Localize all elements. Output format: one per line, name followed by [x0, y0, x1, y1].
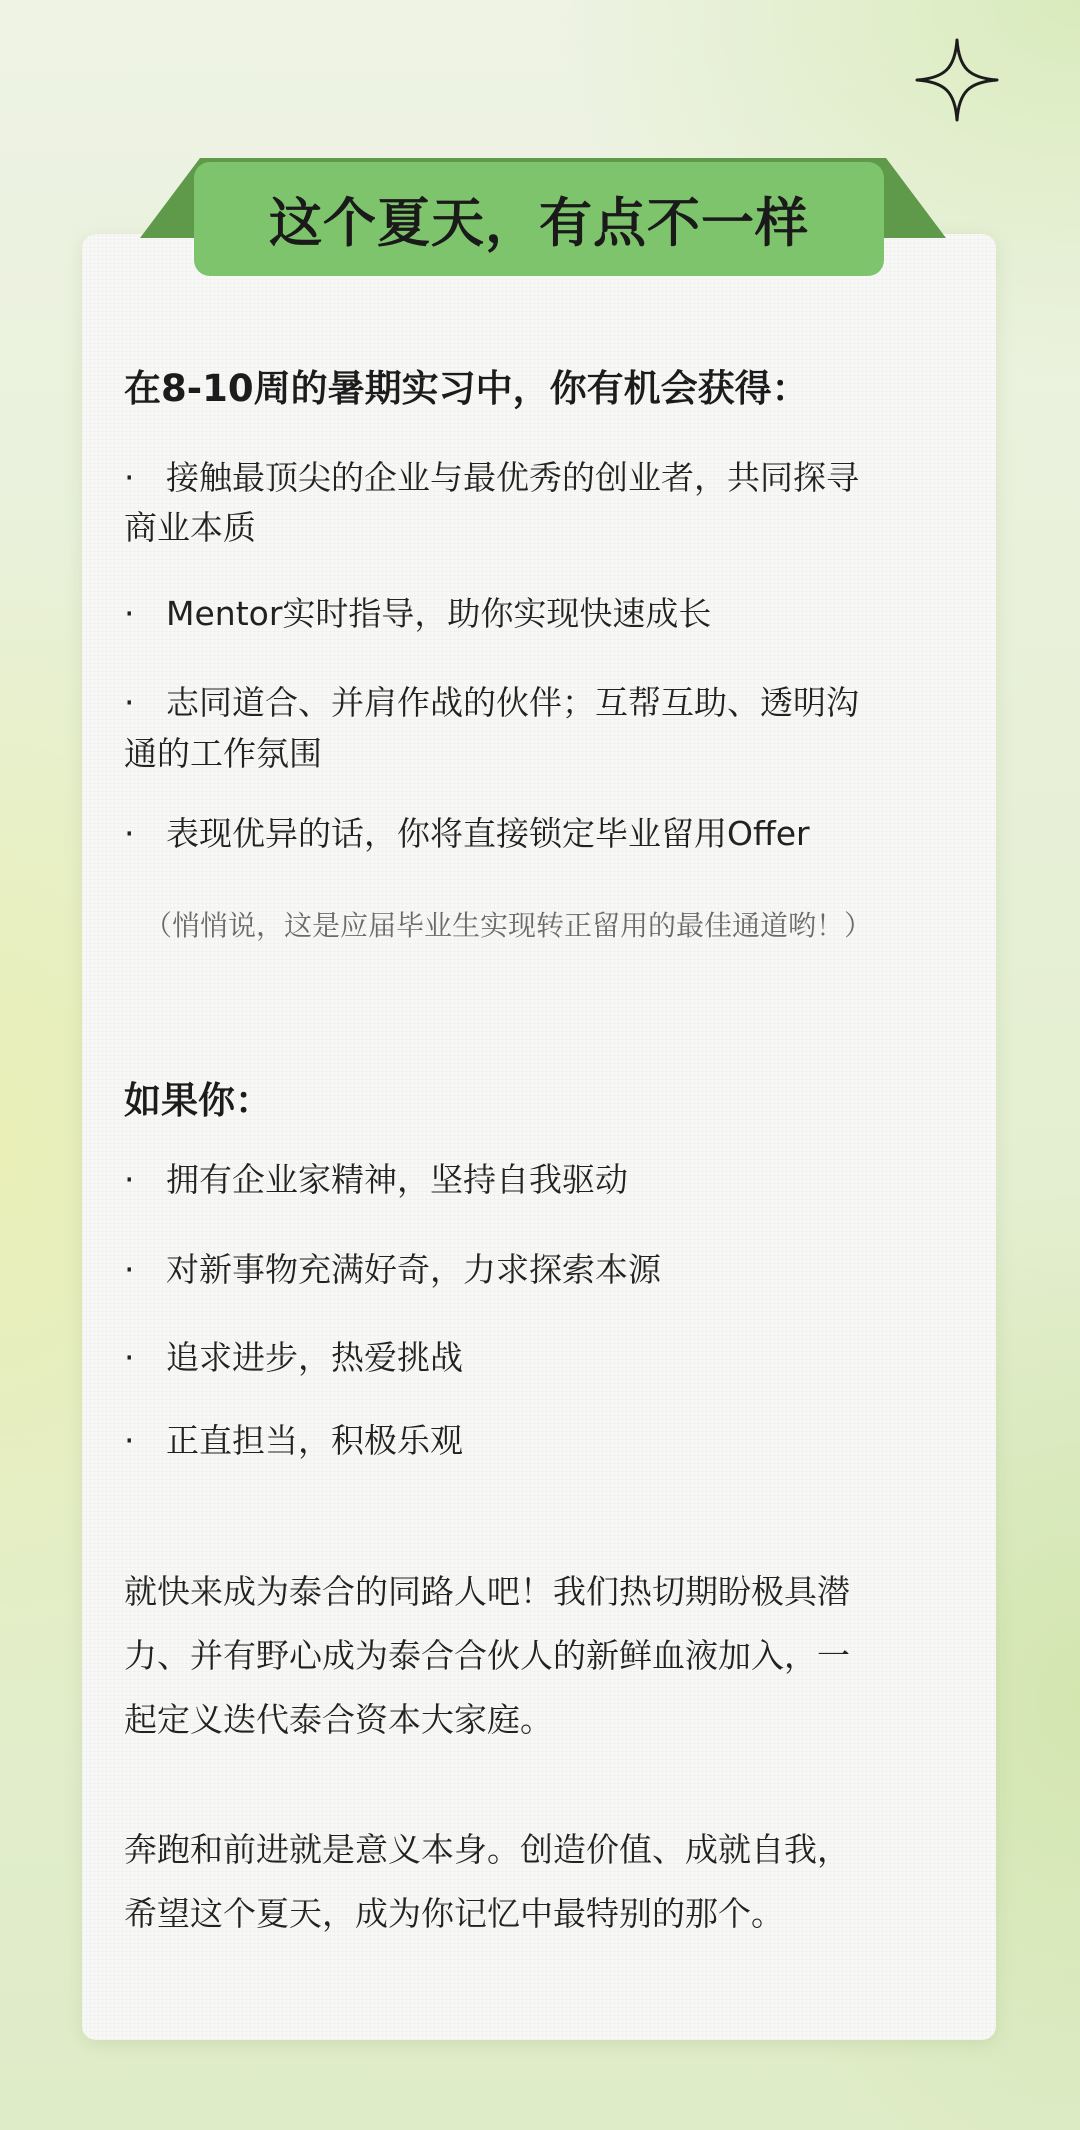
paragraph-line: 就快来成为泰合的同路人吧！我们热切期盼极具潜	[124, 1572, 850, 1611]
list-item-text: 追求进步，热爱挑战	[166, 1338, 463, 1377]
paragraph-line: 力、并有野心成为泰合合伙人的新鲜血液加入，一	[124, 1636, 850, 1675]
list-item-text: 拥有企业家精神，坚持自我驱动	[166, 1160, 628, 1199]
closing-paragraph-2	[124, 1818, 969, 1946]
bullet-dot: ·	[124, 814, 135, 853]
paragraph-line: 奔跑和前进就是意义本身。创造价值、成就自我，	[124, 1830, 850, 1869]
list-item-text: 表现优异的话，你将直接锁定毕业留用Offer	[166, 814, 810, 853]
bullet-dot: ·	[124, 1338, 135, 1377]
bullet-dot: ·	[124, 1421, 135, 1460]
paragraph-line: 希望这个夏天，成为你记忆中最特别的那个。	[124, 1894, 784, 1933]
bullet-dot: ·	[124, 458, 135, 497]
closing-paragraph-1	[124, 1560, 969, 1752]
list-item-text: 接触最顶尖的企业与最优秀的创业者，共同探寻	[166, 458, 859, 497]
section-heading-benefits: 在8-10周的暑期实习中，你有机会获得：	[124, 367, 809, 410]
side-note: （悄悄说，这是应届毕业生实现转正留用的最佳通道哟！）	[144, 909, 873, 942]
list-item-text: 正直担当，积极乐观	[166, 1421, 463, 1460]
bullet-dot: ·	[124, 683, 135, 722]
list-item-text: Mentor实时指导，助你实现快速成长	[166, 594, 712, 633]
bullet-dot: ·	[124, 1250, 135, 1289]
list-item-text: 志同道合、并肩作战的伙伴；互帮互助、透明沟	[166, 683, 859, 722]
page-title: 这个夏天，有点不一样	[269, 193, 809, 254]
list-item-text: 对新事物充满好奇，力求探索本源	[166, 1250, 661, 1289]
bullet-dot: ·	[124, 594, 135, 633]
list-item-continuation: 商业本质	[124, 508, 256, 547]
list-item-continuation: 通的工作氛围	[124, 734, 322, 773]
paragraph-line: 起定义迭代泰合资本大家庭。	[124, 1700, 553, 1739]
section-heading-requirements: 如果你：	[124, 1079, 272, 1122]
bullet-dot: ·	[124, 1160, 135, 1199]
